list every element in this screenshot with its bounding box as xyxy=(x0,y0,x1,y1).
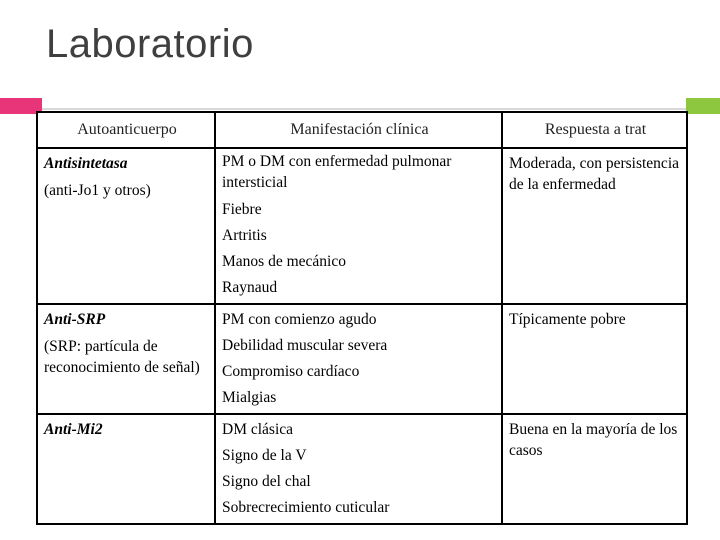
slide-title: Laboratorio xyxy=(46,22,254,66)
manifestation-item: PM o DM con enfermedad pulmonar intersticial xyxy=(222,153,452,191)
manifestations-cell xyxy=(215,414,502,524)
antibody-cell xyxy=(37,148,215,304)
antibody-cell xyxy=(37,414,215,524)
table-header-row xyxy=(37,112,687,148)
manifestation-item: Raynaud xyxy=(222,279,278,296)
response-text: Buena en la mayoría de los casos xyxy=(509,421,678,459)
green-accent-bar xyxy=(686,98,720,114)
table-row xyxy=(37,414,687,524)
antibody-detail: (SRP: partícula de reconocimiento de señal) xyxy=(44,338,200,376)
decorative-divider xyxy=(0,108,720,110)
antibody-cell xyxy=(37,304,215,414)
header-autoanticuerpo: Autoanticuerpo xyxy=(37,112,215,148)
antibody-name: Anti-Mi2 xyxy=(44,421,103,438)
response-cell xyxy=(502,304,687,414)
response-cell xyxy=(502,148,687,304)
response-text: Típicamente pobre xyxy=(509,311,626,328)
header-manifestacion: Manifestación clínica xyxy=(215,112,502,148)
manifestation-item: Debilidad muscular severa xyxy=(222,337,388,354)
response-cell xyxy=(502,414,687,524)
header-respuesta: Respuesta a trat xyxy=(502,112,687,148)
manifestation-item: Sobrecrecimiento cuticular xyxy=(222,499,390,516)
antibody-detail: (anti-Jo1 y otros) xyxy=(44,182,151,199)
response-text: Moderada, con persistencia de la enfermedad xyxy=(509,155,680,193)
manifestation-item: Signo del chal xyxy=(222,473,311,490)
manifestation-item: Fiebre xyxy=(222,201,262,218)
table-row xyxy=(37,304,687,414)
manifestation-item: Compromiso cardíaco xyxy=(222,363,360,380)
manifestation-item: PM con comienzo agudo xyxy=(222,311,377,328)
manifestation-item: Mialgias xyxy=(222,389,277,406)
antibody-name: Antisintetasa xyxy=(44,155,128,172)
manifestations-cell xyxy=(215,304,502,414)
manifestation-item: Artritis xyxy=(222,227,267,244)
antibody-name: Anti-SRP xyxy=(44,311,106,328)
manifestation-item: DM clásica xyxy=(222,421,294,438)
lab-table xyxy=(36,111,688,525)
manifestation-item: Signo de la V xyxy=(222,447,307,464)
manifestations-cell xyxy=(215,148,502,304)
manifestation-item: Manos de mecánico xyxy=(222,253,346,270)
table-row xyxy=(37,148,687,304)
